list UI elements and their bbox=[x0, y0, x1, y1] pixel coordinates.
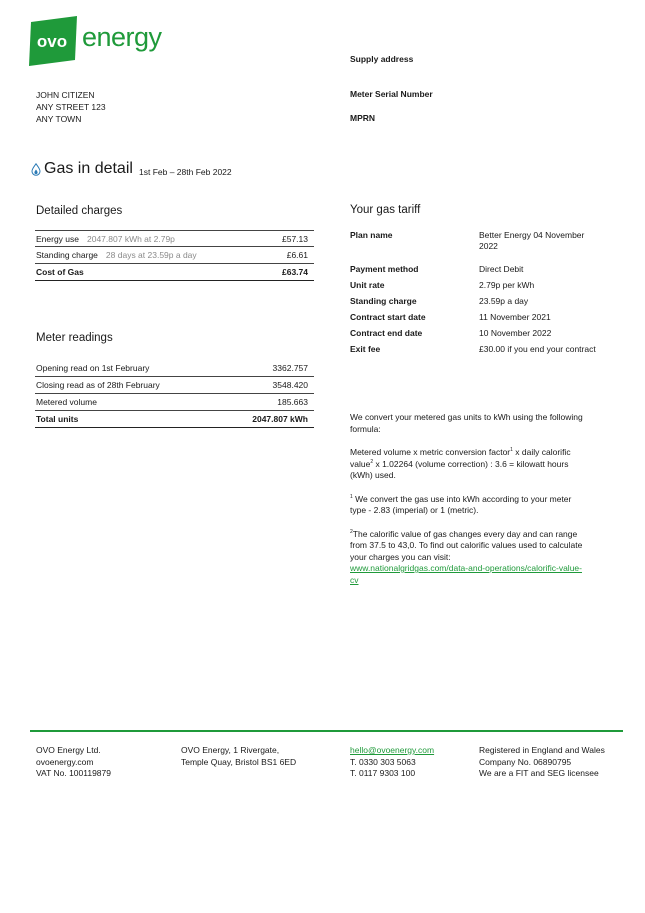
footer-company bbox=[36, 745, 111, 780]
cost-total-row bbox=[35, 264, 314, 281]
tariff-key: Exit fee bbox=[350, 344, 381, 354]
notes-intro: We convert your metered gas units to kWh using the following formula: bbox=[350, 412, 583, 434]
footer-email-link[interactable]: hello@ovoenergy.com bbox=[350, 745, 435, 755]
total-amount: £63.74 bbox=[282, 267, 308, 277]
conversion-notes bbox=[350, 412, 585, 598]
tariff-row bbox=[350, 264, 620, 275]
charge-amount: £57.13 bbox=[282, 233, 308, 244]
total-value: 2047.807 kWh bbox=[252, 414, 308, 424]
detailed-charges-table bbox=[35, 230, 314, 281]
tariff-row bbox=[350, 312, 620, 323]
table-row bbox=[35, 360, 314, 377]
logo-wordmark: energy bbox=[82, 22, 162, 52]
logo-badge-text: ovo bbox=[36, 32, 68, 51]
footer-reg-line: Registered in England and Wales bbox=[479, 745, 605, 755]
meter-readings-table bbox=[35, 360, 314, 428]
table-row bbox=[35, 247, 314, 264]
tariff-value: 23.59p a day bbox=[479, 296, 529, 306]
reading-value: 3548.420 bbox=[272, 380, 308, 390]
gas-detail-title: Gas in detail bbox=[44, 160, 133, 177]
supply-address-label: Supply address bbox=[350, 54, 414, 64]
tariff-row bbox=[350, 328, 620, 339]
footer-divider bbox=[30, 730, 623, 732]
charge-label: Energy use bbox=[36, 233, 79, 244]
notes-footnote-1: $^1$ We convert the gas use into kWh according to your meter type - 2.83 (imperial) or 1 (metric). bbox=[350, 493, 572, 515]
tariff-key: Plan name bbox=[350, 230, 393, 240]
footer-address bbox=[181, 745, 296, 768]
customer-name: JOHN CITIZEN bbox=[36, 90, 95, 100]
tariff-key: Contract start date bbox=[350, 312, 426, 322]
footer-phone: T. 0117 9303 100 bbox=[350, 768, 416, 778]
customer-address bbox=[36, 89, 106, 125]
reading-label: Closing read as of 28th February bbox=[36, 380, 160, 390]
footer-website[interactable]: ovoenergy.com bbox=[36, 756, 94, 767]
mprn-label: MPRN bbox=[350, 113, 376, 123]
charge-label: Standing charge bbox=[36, 250, 98, 260]
tariff-value: 2.79p per kWh bbox=[479, 280, 535, 290]
total-label: Total units bbox=[36, 414, 79, 424]
charge-detail: 28 days at 23.59p a day bbox=[105, 250, 197, 260]
tariff-heading: Your gas tariff bbox=[350, 204, 421, 216]
footer-company-no: Company No. 06890795 bbox=[479, 756, 572, 767]
tariff-value: Better Energy 04 November 2022 bbox=[479, 230, 585, 251]
tariff-key: Contract end date bbox=[350, 328, 423, 338]
customer-street: ANY STREET 123 bbox=[36, 102, 106, 112]
flame-icon bbox=[31, 163, 41, 176]
meter-serial-label: Meter Serial Number bbox=[350, 89, 433, 99]
footer-vat: VAT No. 100119879 bbox=[36, 768, 111, 778]
meter-readings-heading: Meter readings bbox=[36, 332, 113, 344]
units-total-row bbox=[35, 411, 314, 428]
reading-value: 185.663 bbox=[277, 397, 308, 407]
calorific-value-link[interactable]: www.nationalgridgas.com/data-and-operations/calorific-value-cv bbox=[350, 563, 582, 585]
footer-contact bbox=[350, 745, 434, 780]
ovo-logo-badge bbox=[27, 16, 79, 66]
tariff-key: Unit rate bbox=[350, 280, 385, 290]
footer-phone: T. 0330 303 5063 bbox=[350, 756, 416, 767]
charge-detail: 2047.807 kWh at 2.79p bbox=[87, 233, 175, 244]
customer-town: ANY TOWN bbox=[36, 114, 82, 124]
tariff-row bbox=[350, 280, 620, 291]
reading-value: 3362.757 bbox=[272, 363, 308, 373]
tariff-value: £30.00 if you end your contract bbox=[479, 344, 596, 354]
footer-address-line: OVO Energy, 1 Rivergate, bbox=[181, 745, 280, 755]
tariff-table bbox=[350, 230, 620, 360]
detailed-charges-heading: Detailed charges bbox=[36, 205, 123, 217]
total-label: Cost of Gas bbox=[36, 267, 84, 277]
tariff-key: Standing charge bbox=[350, 296, 417, 306]
tariff-value: 10 November 2022 bbox=[479, 328, 552, 338]
gas-detail-dates: 1st Feb – 28th Feb 2022 bbox=[139, 167, 232, 177]
tariff-row bbox=[350, 344, 620, 355]
charge-amount: £6.61 bbox=[286, 250, 308, 260]
reading-label: Metered volume bbox=[36, 397, 97, 407]
table-row bbox=[35, 394, 314, 411]
tariff-value: 11 November 2021 bbox=[479, 312, 551, 322]
footer-licensee: We are a FIT and SEG licensee bbox=[479, 768, 599, 778]
notes-formula: Metered volume x metric conversion factor$^1$ x daily calorific value$^2$ x 1.02264 (volume correction) : 3.6 = kilowatt hours (kWh) used. bbox=[350, 447, 571, 480]
footer-registration bbox=[479, 745, 605, 780]
tariff-key: Payment method bbox=[350, 264, 419, 274]
notes-footnote-2: $^2$The calorific value of gas changes every day and can range from 37.5 to 43,0. To find out calorific values used to calculate your charges you can visit: www.nationalgridgas.com/data-and-operations/calorific-value-cv bbox=[350, 528, 583, 585]
reading-label: Opening read on 1st February bbox=[36, 363, 150, 373]
table-row bbox=[35, 377, 314, 394]
footer-address-line: Temple Quay, Bristol BS1 6ED bbox=[181, 756, 297, 767]
tariff-row bbox=[350, 230, 620, 252]
tariff-row bbox=[350, 296, 620, 307]
footer-company-name: OVO Energy Ltd. bbox=[36, 745, 101, 755]
table-row bbox=[35, 230, 314, 247]
tariff-value: Direct Debit bbox=[479, 264, 524, 274]
